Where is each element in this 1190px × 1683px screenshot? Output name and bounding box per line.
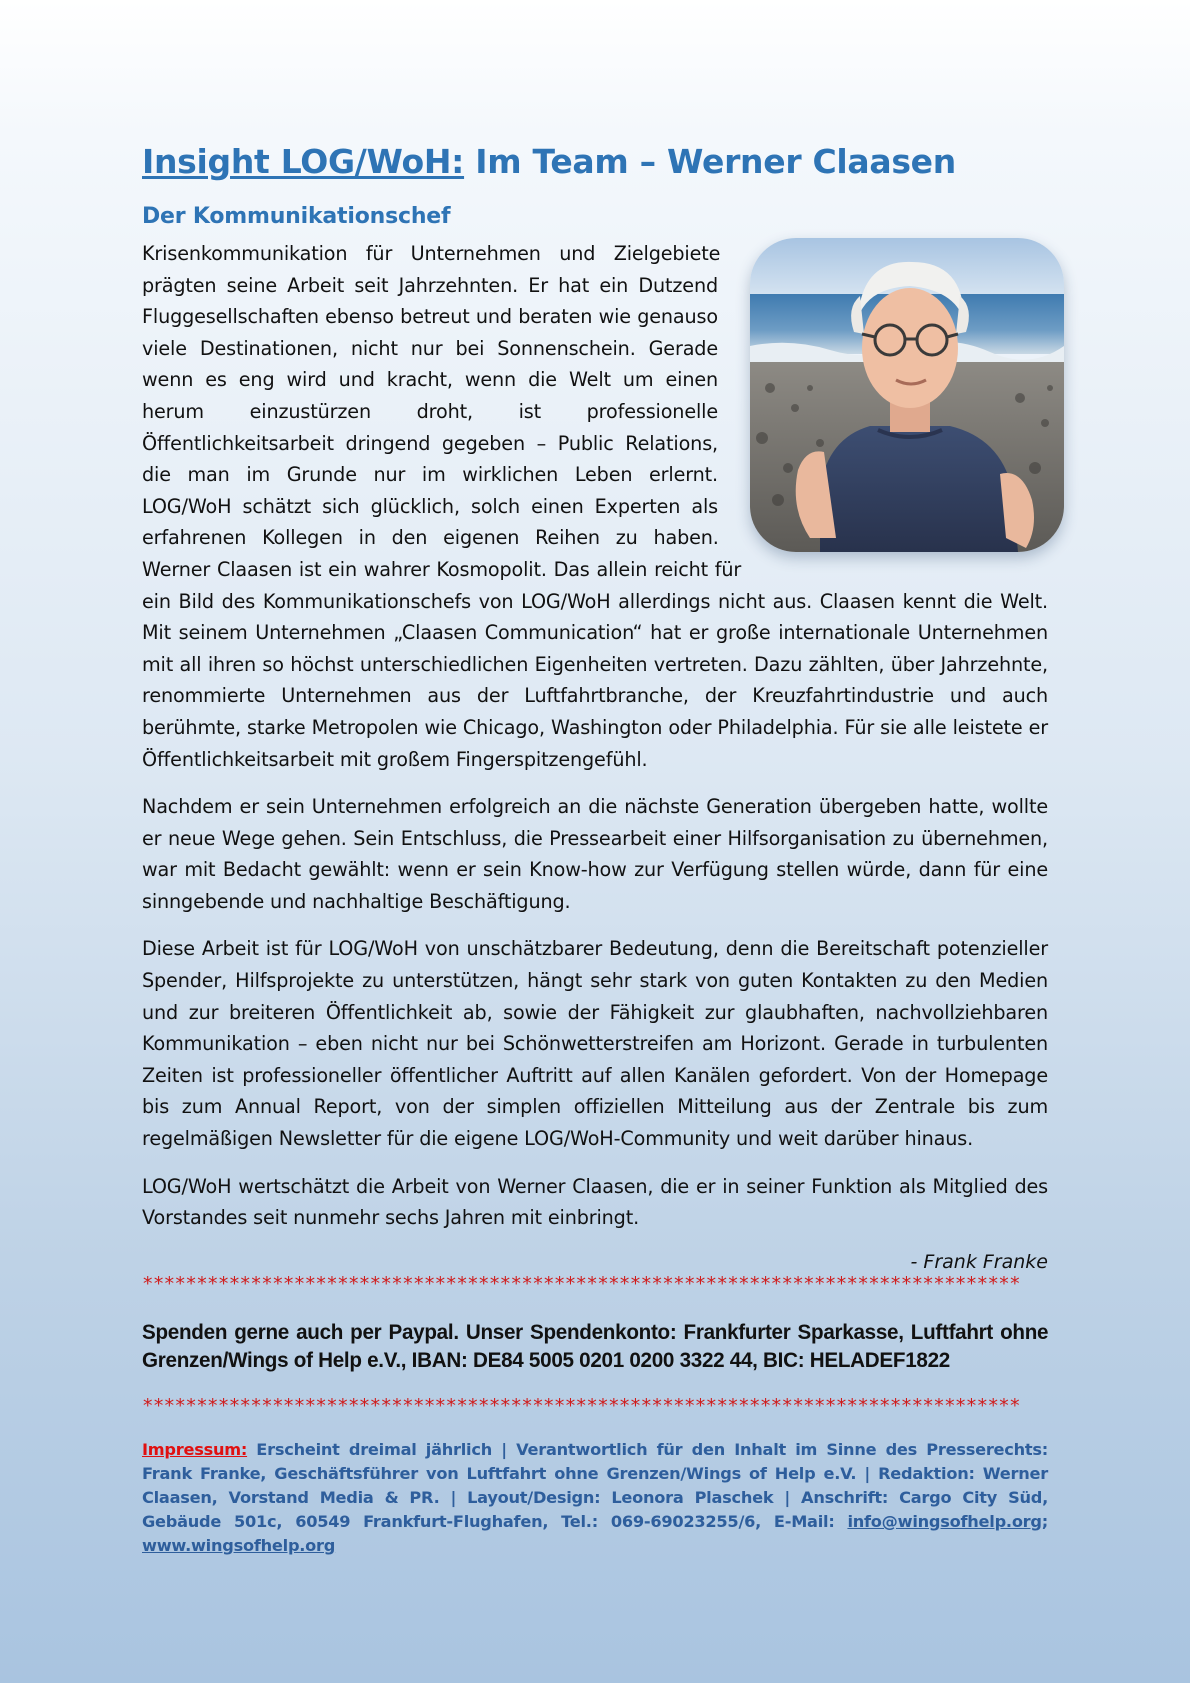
impressum-text: Erscheint dreimal jährlich | Verantwortlich für den Inhalt im Sinne des Presserechts: Frank Franke, Geschäftsführer von Luftfahrt ohne Grenzen/Wings of Help e.V. | Redaktion: Werner Claasen, Vorstand Media & PR. | Layout/Design: Leonora Plaschek | Anschrift: Cargo City Süd, Gebäude 501c, 60549 Frankfurt-Flughafen, Tel.: 069-69023255/6, E-Mail: [142, 1439, 1048, 1531]
paragraph-new-ways: Nachdem er sein Unternehmen erfolgreich an die nächste Generation übergeben hatte, wollte er neue Wege gehen. Sein Entschluss, die Pressearbeit einer Hilfsorganisation zu übernehmen, war mit Bedacht gewählt: wenn er sein Know-how zur Verfügung stellen würde, dann für eine sinngebende und nachhaltige Beschäftigung. [142, 795, 1048, 913]
page-title [142, 140, 1048, 184]
paragraph-intro: Krisenkommunikation für Unternehmen und Zielgebiete prägten seine Arbeit seit Jahrzehnten. Er hat ein Dutzend Fluggesellschaften ebenso betreut und beraten wie genauso viele Destinationen, nicht nur bei Sonnenschein. Gerade wenn es eng wird und kracht, wenn die Welt um einen herum einzustürzen droht, ist professionelle Öffentlichkeitsarbeit dringend gegeben – Public Relations, die man im Grunde nur im wirklichen Leben erlernt. LOG/WoH schätzt sich glücklich, solch einen Experten als erfahrenen Kollegen in den eigenen Reihen zu haben. Werner Claasen ist ein wahrer Kosmopolit. Das allein reicht für ein Bild des Kommunikationschefs von LOG/WoH allerdings nicht aus. Claasen kennt die Welt. Mit seinem Unternehmen „Claasen Communication“ hat er große internationale Unternehmen mit all ihren so höchst unterschiedlichen Eigenheiten vertreten. Dazu zählten, über Jahrzehnte, renommierte Unternehmen aus der Luftfahrtbranche, der Kreuzfahrtindustrie und auch berühmte, starke Metropolen wie Chicago, Washington oder Philadelphia. Für sie alle leistete er Öffentlichkeitsarbeit mit großem Fingerspitzengefühl. [142, 242, 1048, 771]
email-link[interactable]: info@wingsofhelp.org [847, 1511, 1042, 1531]
portrait-image [750, 238, 1064, 552]
divider-bottom: ********************************************************************************* [142, 1395, 1020, 1416]
author-signature: - Frank Franke [910, 1250, 1048, 1273]
portrait-photo [750, 238, 1064, 552]
website-link[interactable]: www.wingsofhelp.org [142, 1535, 336, 1555]
article [142, 140, 1048, 1558]
divider-top: ********************************************************************************* [142, 1273, 1020, 1294]
title-link[interactable]: Insight LOG/WoH: [142, 142, 465, 181]
page-subtitle: Der Kommunikationschef [142, 204, 451, 229]
link-separator: ; [1041, 1511, 1048, 1531]
paragraph-appreciation: LOG/WoH wertschätzt die Arbeit von Werner Claasen, die er in seiner Funktion als Mitglied des Vorstandes seit nunmehr sechs Jahren mit einbringt. [142, 1174, 1048, 1230]
donation-info: Spenden gerne auch per Paypal. Unser Spendenkonto: Frankfurter Sparkasse, Luftfahrt ohne Grenzen/Wings of Help e.V., IBAN: DE84 5005 0201 0200 3322 44, BIC: HELADEF1822 [142, 1319, 1049, 1372]
impressum [142, 1438, 1048, 1558]
paragraph-importance: Diese Arbeit ist für LOG/WoH von unschätzbarer Bedeutung, denn die Bereitschaft potenzieller Spender, Hilfsprojekte zu unterstützen, hängt sehr stark von guten Kontakten zu den Medien und zur breiteren Öffentlichkeit ab, sowie der Fähigkeit zur glaubhaften, nachvollziehbaren Kommunikation – eben nicht nur bei Schönwetterstreifen am Horizont. Gerade in turbulenten Zeiten ist professioneller öffentlicher Auftritt auf allen Kanälen gefordert. Von der Homepage bis zum Annual Report, von der simplen offiziellen Mitteilung aus der Zentrale bis zum regelmäßigen Newsletter für die eigene LOG/WoH-Community und weit darüber hinaus. [142, 937, 1048, 1151]
title-text: Im Team – Werner Claasen [475, 142, 956, 181]
impressum-label: Impressum: [142, 1439, 248, 1459]
